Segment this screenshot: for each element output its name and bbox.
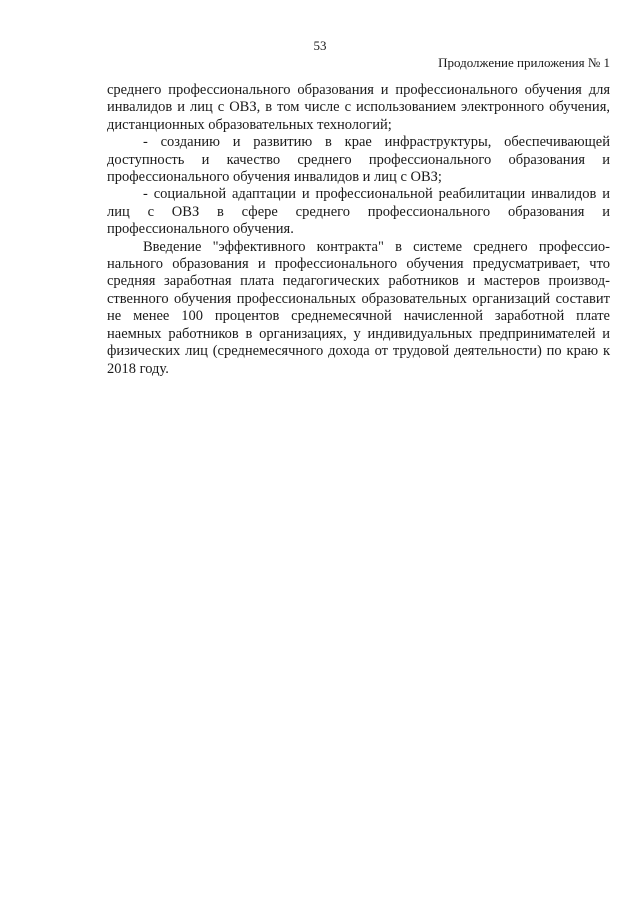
paragraph-effective-contract: Введение "эффективного контракта" в системе среднего профессионального образования и профессионального обучения предусматривает, что средняя заработная плата педагогических работников и мастеров производственного обучения профессиональных образовательных организаций составит не менее 100 процентов среднемесячной начисленной заработной плате наемных работников в организациях, у индивидуальных предпринимателей и физических лиц (среднемесячного дохода от трудовой деятельности) по краю к 2018 году.	[107, 238, 610, 377]
paragraph-continuation: среднего профессионального образования и профессионального обучения для инвалидов и лиц с ОВЗ, в том числе с использованием электронного обучения, дистанционных образовательных технологий;	[107, 82, 610, 133]
paragraph-infrastructure-item: - созданию и развитию в крае инфраструктуры, обеспечивающей доступность и качество среднего профессионального образования и профессионального обучения инвалидов и лиц с ОВЗ;	[107, 134, 610, 186]
page-number: 53	[313, 38, 327, 53]
paragraph-adaptation-item: - социальной адаптации и профессиональной реабилитации инвалидов и лиц с ОВЗ в сфере среднего профессионального образования и профессионального обучения.	[107, 186, 610, 238]
appendix-continuation-note: Продолжение приложения № 1	[438, 55, 610, 70]
document-body	[107, 82, 610, 378]
